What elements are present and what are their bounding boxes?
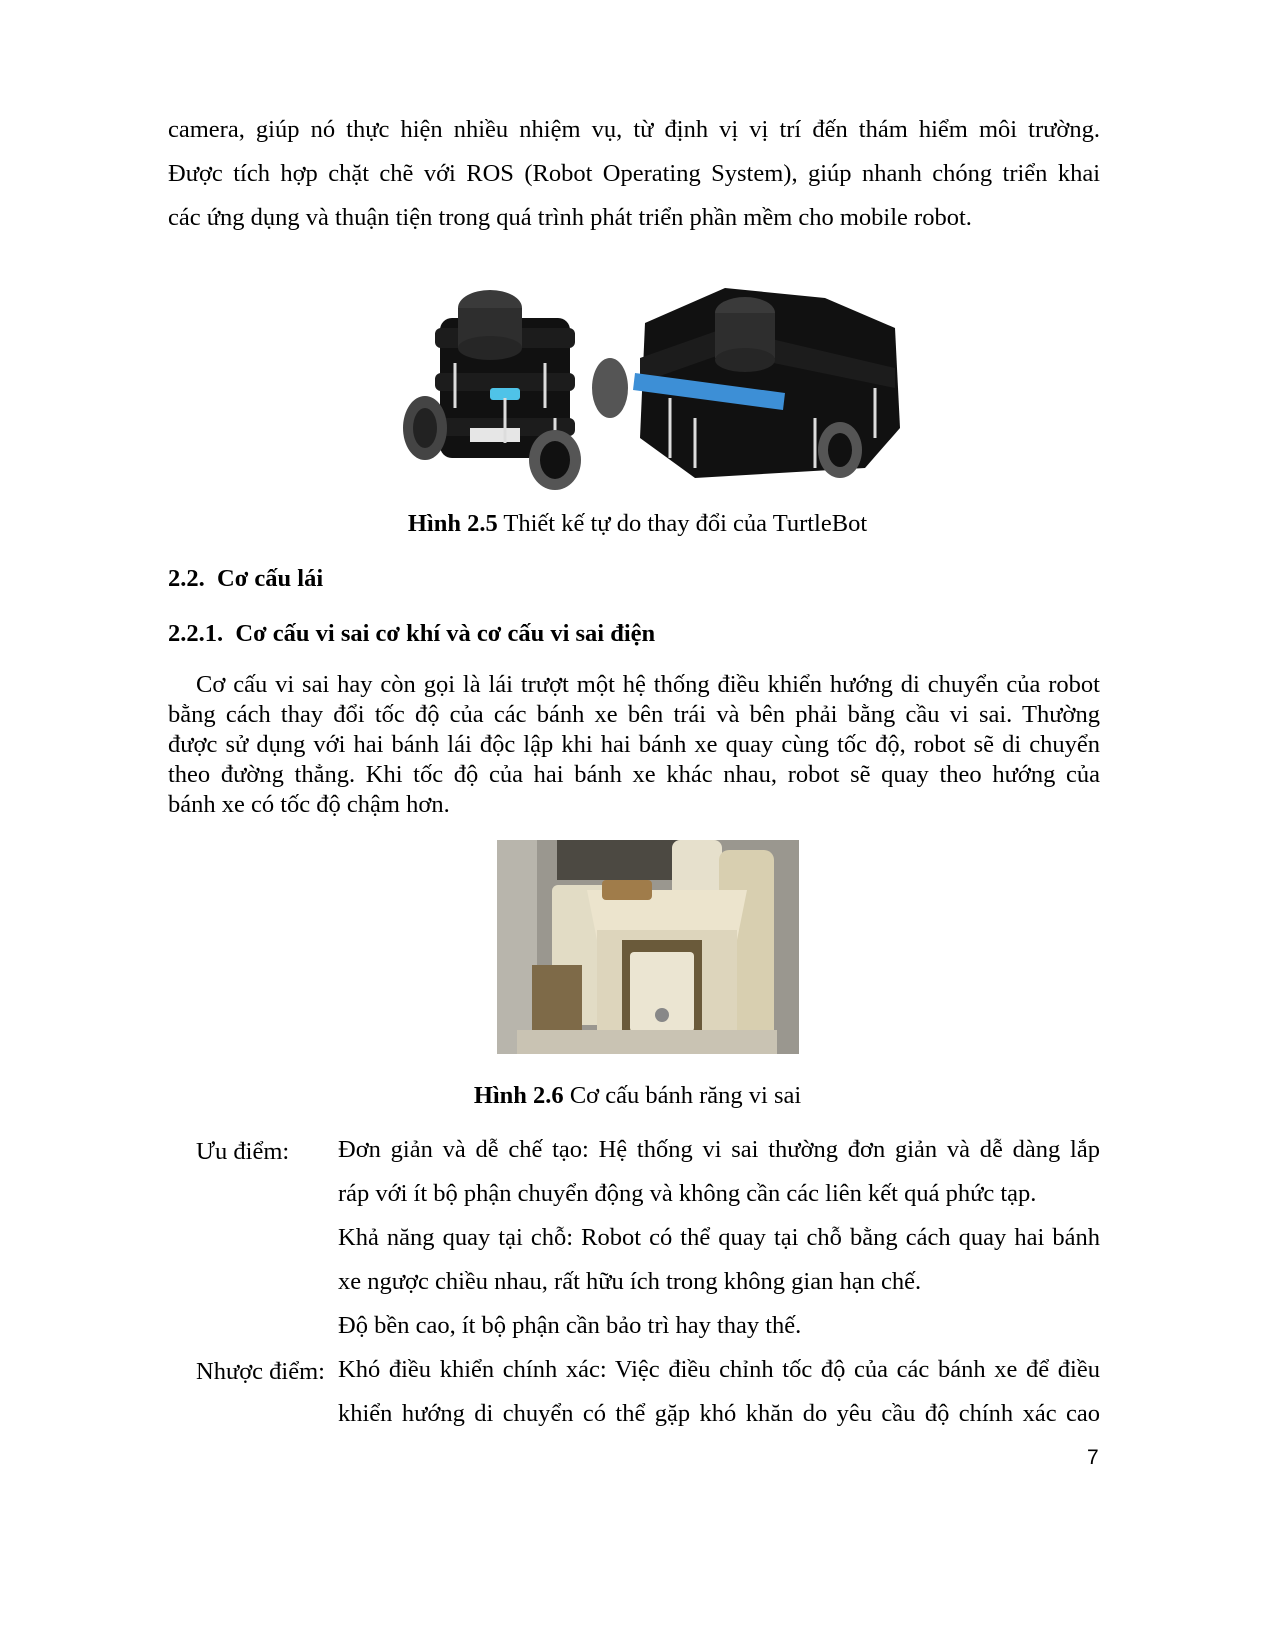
advantages-line-4: xe ngược chiều nhau, rất hữu ích trong không gian hạn chế.: [338, 1268, 922, 1295]
paragraph-line-1: Cơ cấu vi sai hay còn gọi là lái trượt một hệ thống điều khiển hướng di chuyển của robot: [196, 671, 1100, 698]
figure-2-6-caption: [0, 1082, 1275, 1110]
section-2-2-number: 2.2.: [168, 565, 205, 592]
turtlebot-illustration: [395, 268, 910, 490]
section-2-2-title: Cơ cấu lái: [217, 565, 324, 592]
section-2-2-heading: [168, 565, 323, 593]
differential-gear-photo: [497, 840, 799, 1054]
disadvantages-label: Nhược điểm:: [196, 1358, 325, 1385]
figure-2-6-text: Cơ cấu bánh răng vi sai: [563, 1082, 802, 1109]
paragraph-line-4: theo đường thẳng. Khi tốc độ của hai bánh xe khác nhau, robot sẽ quay theo hướng của: [168, 761, 1100, 788]
disadvantages-line-2: khiển hướng di chuyển có thể gặp khó khăn do yêu cầu độ chính xác cao: [338, 1400, 1100, 1427]
section-2-2-1-title: Cơ cấu vi sai cơ khí và cơ cấu vi sai điện: [235, 620, 656, 647]
paragraph-line-2: bằng cách thay đổi tốc độ của các bánh xe bên trái và bên phải bằng cầu vi sai. Thường: [168, 701, 1100, 728]
section-2-2-1-heading: [168, 620, 655, 648]
figure-differential-gear-image: [497, 840, 799, 1054]
figure-2-5-caption: [0, 510, 1275, 538]
advantages-line-1: Đơn giản và dễ chế tạo: Hệ thống vi sai thường đơn giản và dễ dàng lắp: [338, 1136, 1100, 1163]
advantages-line-2: ráp với ít bộ phận chuyển động và không cần các liên kết quá phức tạp.: [338, 1180, 1037, 1207]
page-number: 7: [1087, 1446, 1099, 1469]
figure-2-5-text: Thiết kế tự do thay đổi của TurtleBot: [497, 510, 868, 537]
intro-line-2: Được tích hợp chặt chẽ với ROS (Robot Operating System), giúp nhanh chóng triển khai: [168, 160, 1100, 187]
paragraph-line-5: bánh xe có tốc độ chậm hơn.: [168, 791, 450, 818]
figure-turtlebot-image: [395, 268, 910, 490]
disadvantages-line-1: Khó điều khiển chính xác: Việc điều chỉnh tốc độ của các bánh xe để điều: [338, 1356, 1100, 1383]
advantages-line-5: Độ bền cao, ít bộ phận cần bảo trì hay thay thế.: [338, 1312, 802, 1339]
intro-line-1: camera, giúp nó thực hiện nhiều nhiệm vụ, từ định vị vị trí đến thám hiểm môi trường.: [168, 116, 1100, 143]
section-2-2-1-number: 2.2.1.: [168, 620, 224, 647]
advantages-line-3: Khả năng quay tại chỗ: Robot có thể quay tại chỗ bằng cách quay hai bánh: [338, 1224, 1100, 1251]
paragraph-line-3: được sử dụng với hai bánh lái độc lập khi hai bánh xe quay cùng tốc độ, robot sẽ di chuyển: [168, 731, 1100, 758]
figure-2-6-label: Hình 2.6: [473, 1082, 564, 1109]
advantages-label: Ưu điểm:: [196, 1138, 290, 1165]
intro-line-3: các ứng dụng và thuận tiện trong quá trình phát triển phần mềm cho mobile robot.: [168, 204, 972, 231]
figure-2-5-label: Hình 2.5: [407, 510, 498, 537]
